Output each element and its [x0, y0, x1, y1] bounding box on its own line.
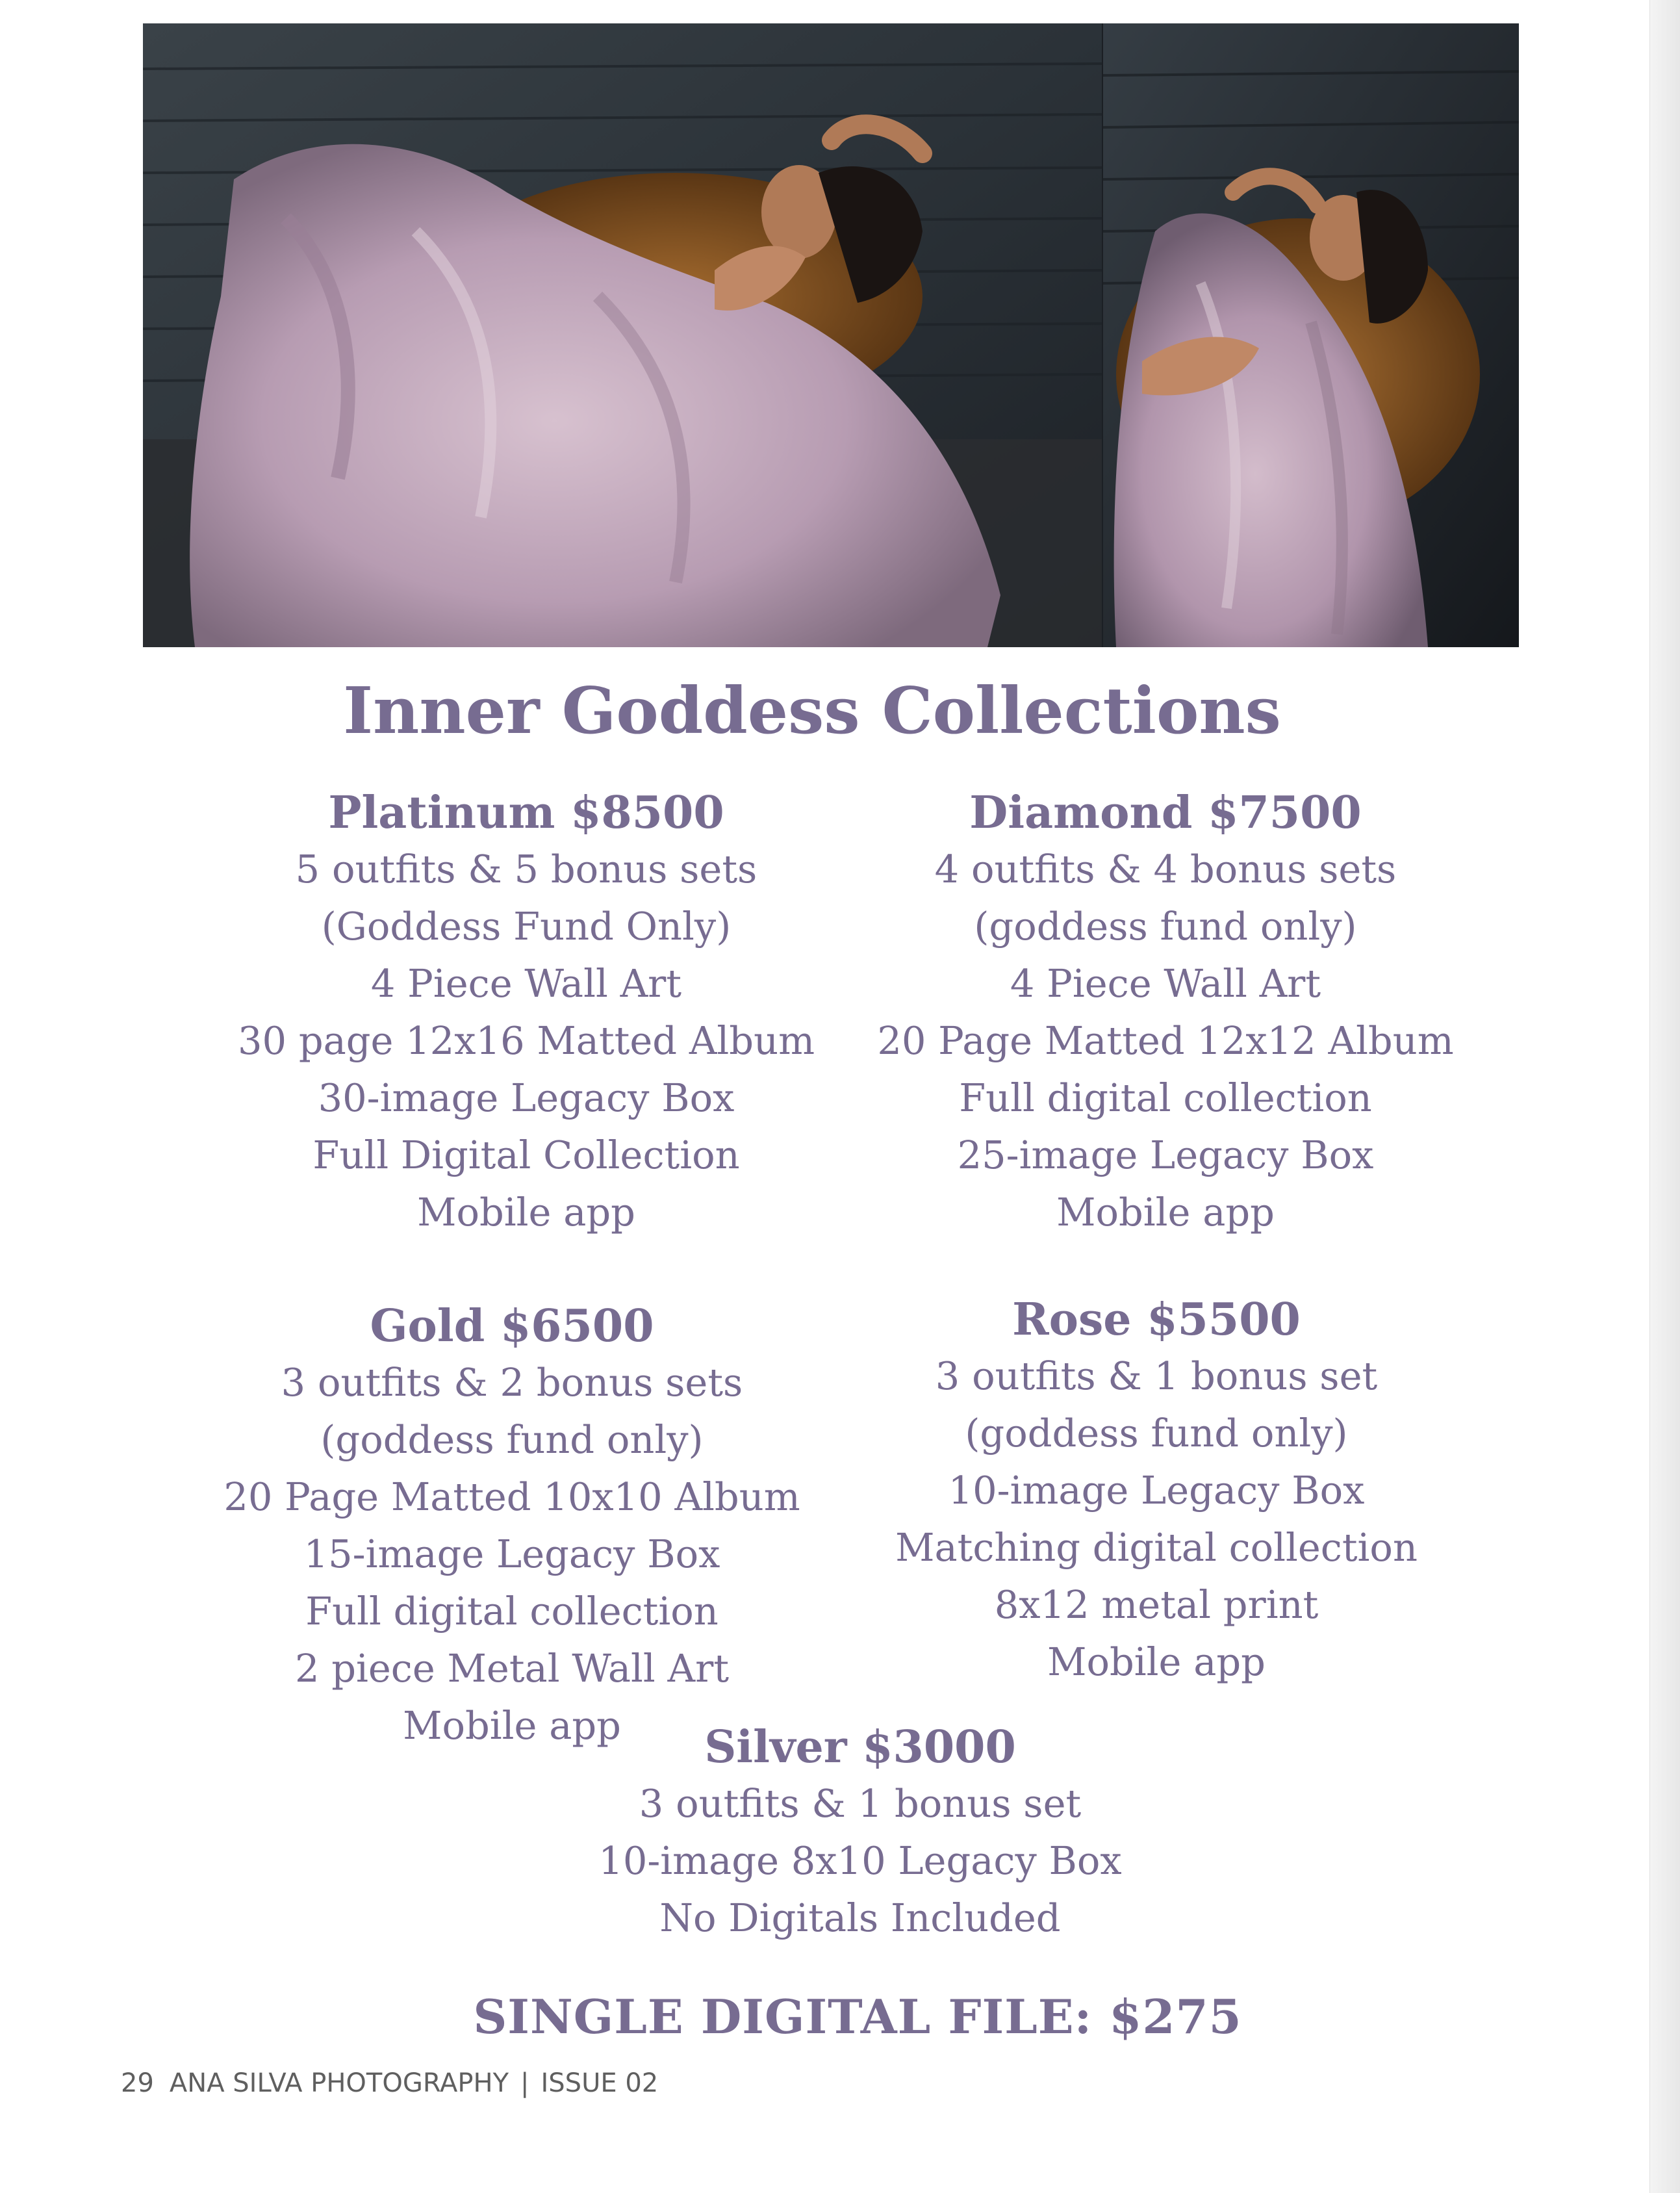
package-item: Matching digital collection	[895, 1525, 1418, 1570]
package-item: Full digital collection	[305, 1589, 719, 1634]
package-item: 3 outfits & 1 bonus set	[935, 1353, 1378, 1398]
package-item: 30-image Legacy Box	[318, 1075, 735, 1120]
package-gold	[187, 1298, 837, 1754]
package-item: 3 outfits & 2 bonus sets	[281, 1360, 743, 1405]
package-items	[201, 841, 851, 1241]
package-item: 30 page 12x16 Matted Album	[237, 1018, 815, 1063]
package-item: (goddess fund only)	[965, 1411, 1348, 1456]
single-digital-file-price: SINGLE DIGITAL FILE: $275	[473, 1989, 1242, 2044]
issue-label: ISSUE 02	[541, 2068, 659, 2098]
page-title: Inner Goddess Collections	[343, 674, 1281, 749]
package-item: 4 Piece Wall Art	[1010, 961, 1321, 1006]
package-item: 15-image Legacy Box	[303, 1532, 720, 1576]
package-item: Full Digital Collection	[312, 1133, 740, 1177]
package-item: Mobile app	[417, 1190, 635, 1235]
package-item: No Digitals Included	[659, 1895, 1061, 1940]
package-items	[535, 1775, 1185, 1947]
photo-reclining-gown	[143, 23, 1102, 647]
package-item: 8x12 metal print	[994, 1582, 1319, 1627]
package-item: 4 Piece Wall Art	[370, 961, 682, 1006]
package-items	[832, 1348, 1481, 1691]
page-number: 29	[121, 2068, 154, 2098]
photo-reclining-gown-image	[143, 23, 1102, 647]
package-item: (Goddess Fund Only)	[321, 904, 732, 949]
package-items	[187, 1354, 837, 1754]
footer-separator: |	[520, 2068, 529, 2098]
package-item: 4 outfits & 4 bonus sets	[934, 847, 1397, 891]
page-edge	[1649, 0, 1680, 2193]
package-item: 5 outfits & 5 bonus sets	[295, 847, 757, 891]
package-name: Diamond $7500	[969, 787, 1362, 839]
photo-seated-gown-image	[1103, 23, 1519, 647]
package-item: Mobile app	[1047, 1639, 1266, 1684]
package-rose	[832, 1292, 1481, 1691]
package-diamond	[841, 785, 1490, 1241]
package-name: Silver $3000	[704, 1721, 1016, 1773]
package-item: 20 Page Matted 12x12 Album	[877, 1018, 1454, 1063]
hero-photo-strip	[143, 23, 1519, 647]
publication-name: ANA SILVA PHOTOGRAPHY	[169, 2068, 509, 2098]
package-name: Gold $6500	[370, 1300, 654, 1352]
package-platinum	[201, 785, 851, 1241]
package-item: 20 Page Matted 10x10 Album	[223, 1474, 800, 1519]
package-item: 25-image Legacy Box	[957, 1133, 1374, 1177]
package-silver	[535, 1719, 1185, 1947]
package-item: Full digital collection	[959, 1075, 1372, 1120]
page-footer	[121, 2065, 658, 2101]
photo-seated-gown	[1103, 23, 1519, 647]
package-item: Mobile app	[403, 1703, 621, 1748]
package-name: Rose $5500	[1012, 1294, 1301, 1346]
package-item: 3 outfits & 1 bonus set	[639, 1781, 1082, 1826]
package-item: Mobile app	[1056, 1190, 1275, 1235]
package-item: 10-image Legacy Box	[948, 1468, 1365, 1513]
package-item: 10-image 8x10 Legacy Box	[598, 1838, 1122, 1883]
package-item: 2 piece Metal Wall Art	[294, 1646, 730, 1691]
package-item: (goddess fund only)	[320, 1417, 704, 1462]
package-item: (goddess fund only)	[974, 904, 1357, 949]
package-name: Platinum $8500	[328, 787, 724, 839]
package-items	[841, 841, 1490, 1241]
